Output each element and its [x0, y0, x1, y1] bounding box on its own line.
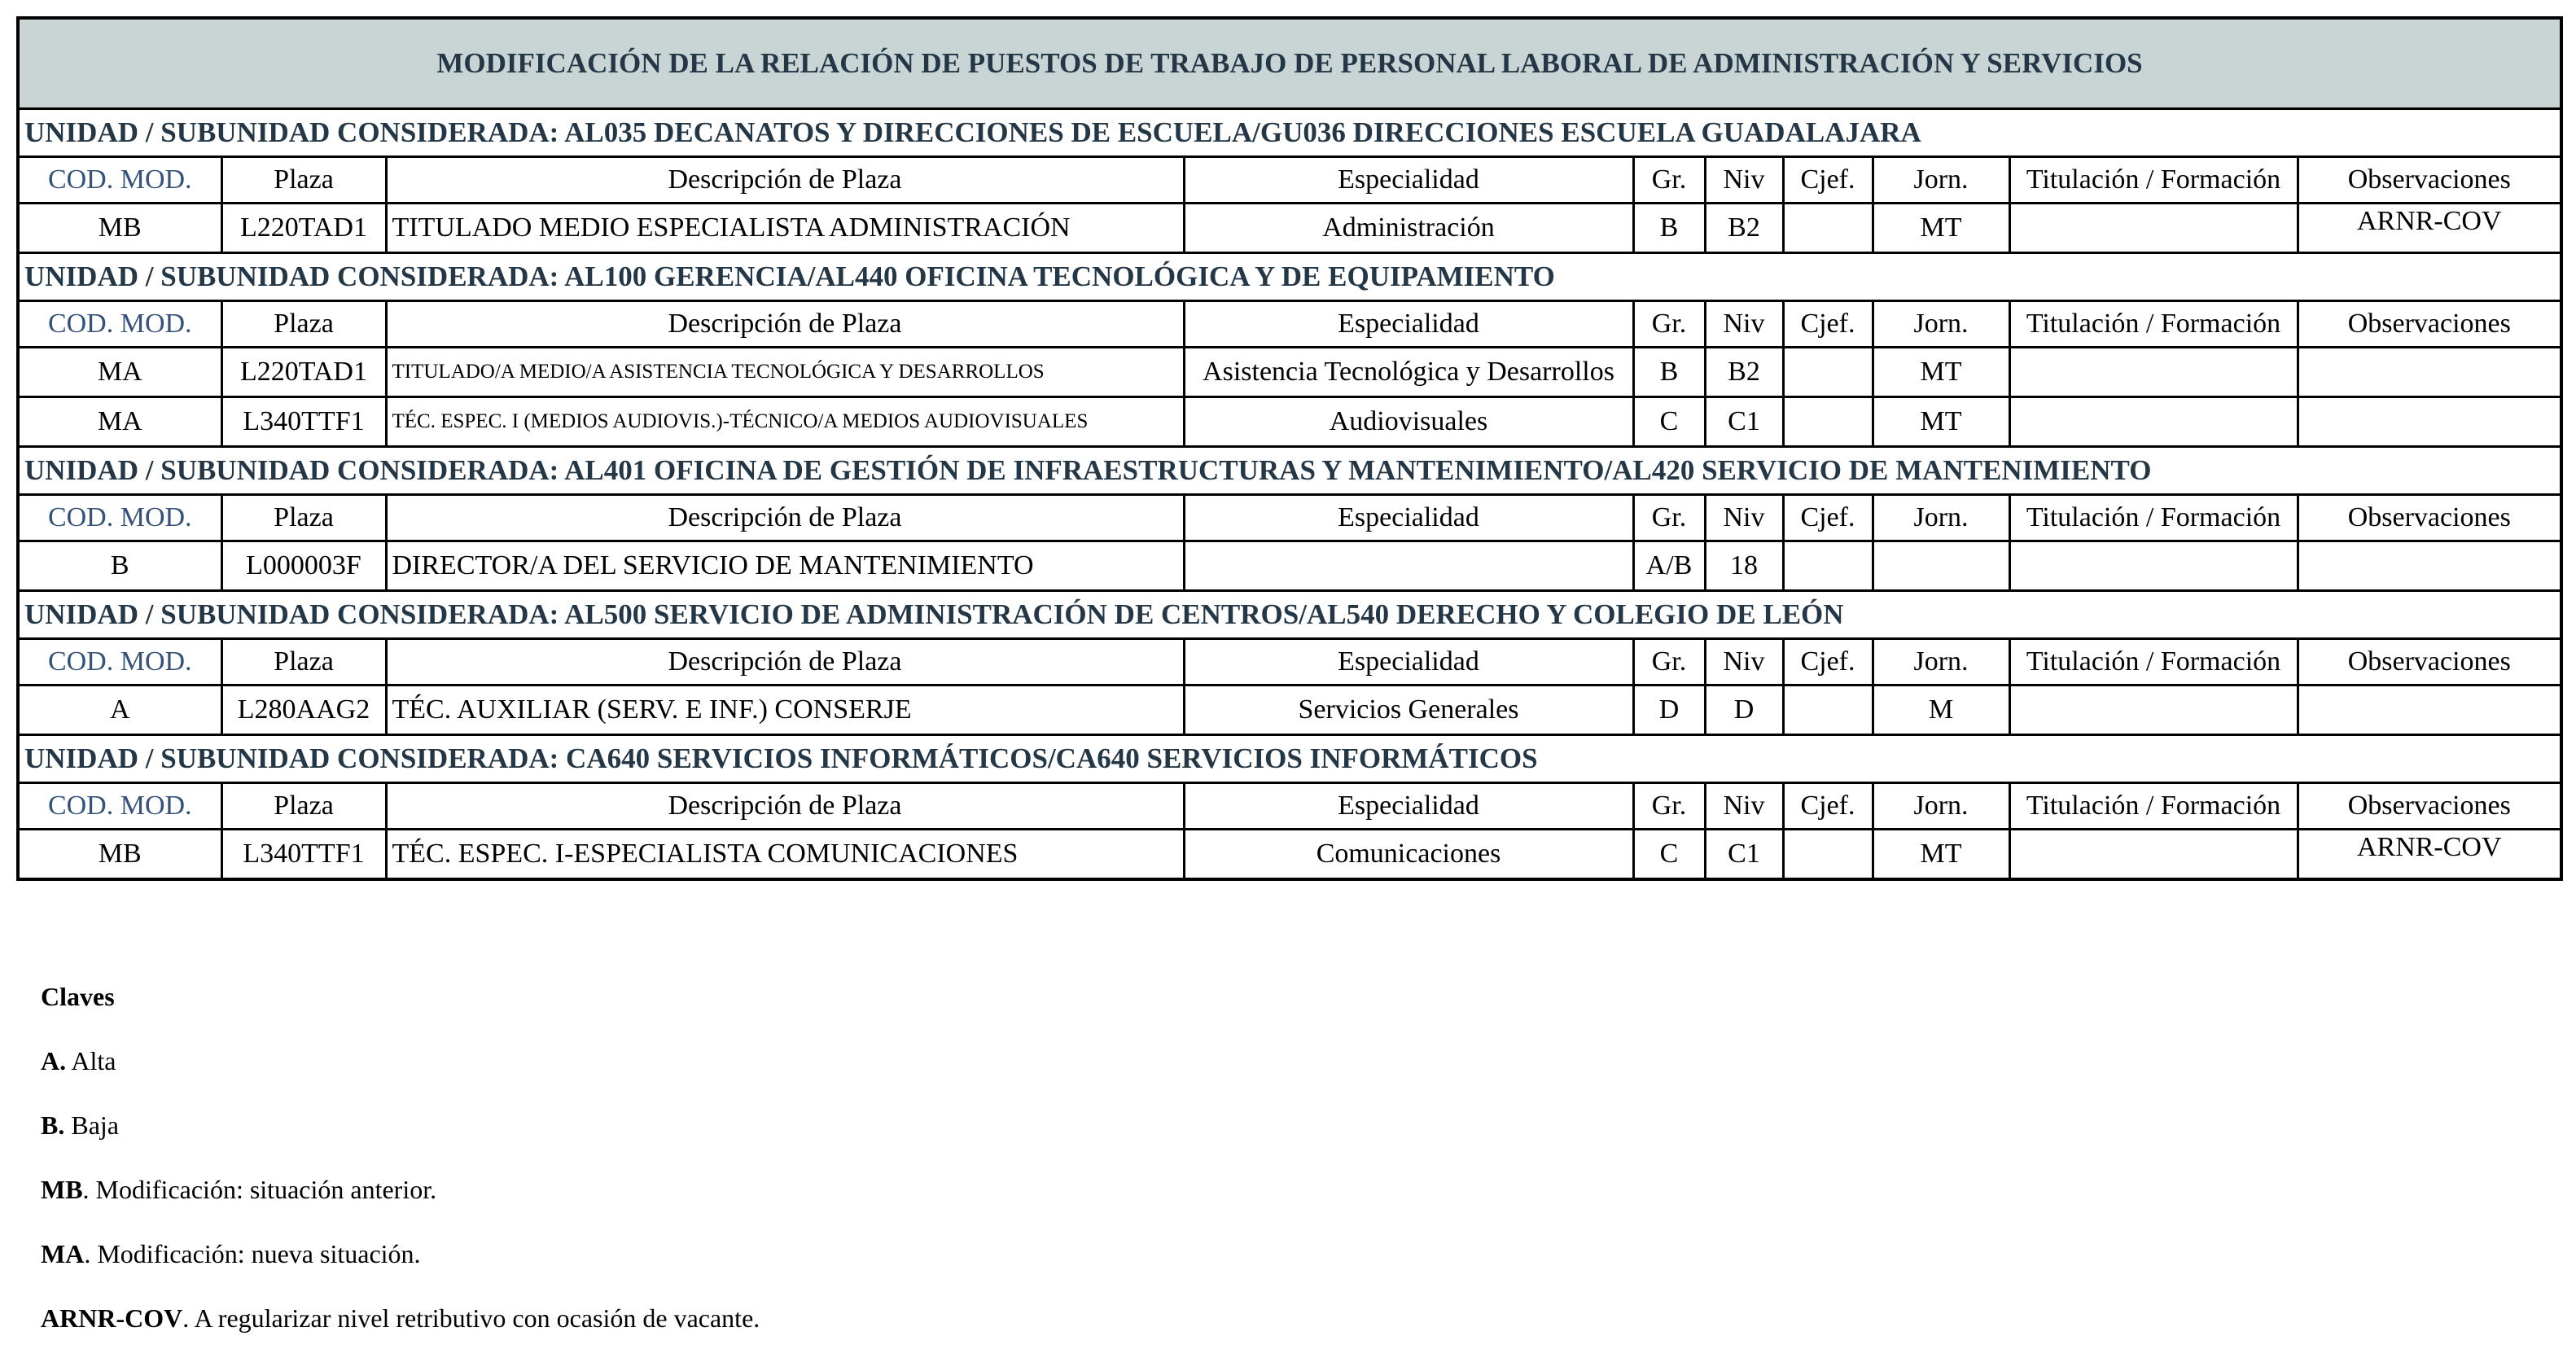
descripcion-cell: TÉC. ESPEC. I (MEDIOS AUDIOVIS.)-TÉCNICO/A MEDIOS AUDIOVISUALES	[386, 397, 1184, 447]
column-header: Descripción de Plaza	[386, 301, 1184, 348]
jornada-cell: MT	[1873, 830, 2009, 880]
column-header: Titulación / Formación	[2009, 495, 2298, 541]
nivel-cell: C1	[1705, 397, 1783, 447]
column-header: Observaciones	[2298, 639, 2561, 686]
especialidad-cell: Comunicaciones	[1184, 830, 1633, 880]
titulacion-cell	[2009, 830, 2298, 880]
clave-item	[41, 1046, 760, 1076]
clave-key: ARNR-COV	[41, 1303, 183, 1333]
column-header: COD. MOD.	[18, 301, 221, 348]
column-header: Niv	[1705, 301, 1783, 348]
clave-text: Alta	[66, 1046, 116, 1075]
column-header: Observaciones	[2298, 495, 2561, 541]
jornada-cell: M	[1873, 686, 2009, 735]
plaza-cell: L220TAD1	[221, 348, 386, 397]
column-header: Cjef.	[1783, 301, 1873, 348]
column-header: Jorn.	[1873, 157, 2009, 204]
column-header-row	[18, 495, 2561, 541]
column-header-row	[18, 301, 2561, 348]
column-header: COD. MOD.	[18, 157, 221, 204]
descripcion-cell: TÉC. AUXILIAR (SERV. E INF.) CONSERJE	[386, 686, 1184, 735]
titulacion-cell	[2009, 397, 2298, 447]
unit-heading: UNIDAD / SUBUNIDAD CONSIDERADA: AL035 DECANATOS Y DIRECCIONES DE ESCUELA/GU036 DIRECCIONES ESCUELA GUADALAJARA	[18, 109, 2561, 157]
cod-mod-cell: MB	[18, 830, 221, 880]
document	[16, 16, 2560, 1333]
clave-key: MB	[41, 1175, 83, 1204]
claves-title: Claves	[41, 982, 115, 1011]
table-row	[18, 830, 2561, 880]
column-header: Gr.	[1633, 301, 1705, 348]
jornada-cell	[1873, 541, 2009, 591]
column-header: Plaza	[221, 157, 386, 204]
cjef-cell	[1783, 541, 1873, 591]
especialidad-cell: Servicios Generales	[1184, 686, 1633, 735]
column-header: Gr.	[1633, 783, 1705, 830]
unit-heading: UNIDAD / SUBUNIDAD CONSIDERADA: AL500 SERVICIO DE ADMINISTRACIÓN DE CENTROS/AL540 DERECHO Y COLEGIO DE LEÓN	[18, 591, 2561, 639]
nivel-cell: 18	[1705, 541, 1783, 591]
claves-legend	[41, 982, 760, 1368]
cod-mod-cell: MB	[18, 204, 221, 253]
column-header: Especialidad	[1184, 639, 1633, 686]
especialidad-cell: Asistencia Tecnológica y Desarrollos	[1184, 348, 1633, 397]
plaza-cell: L340TTF1	[221, 830, 386, 880]
observaciones-cell	[2298, 348, 2561, 397]
column-header: Plaza	[221, 495, 386, 541]
plaza-cell: L220TAD1	[221, 204, 386, 253]
column-header: Niv	[1705, 157, 1783, 204]
clave-key: B.	[41, 1110, 65, 1140]
column-header: Gr.	[1633, 639, 1705, 686]
descripcion-cell: TITULADO/A MEDIO/A ASISTENCIA TECNOLÓGICA Y DESARROLLOS	[386, 348, 1184, 397]
column-header: Cjef.	[1783, 495, 1873, 541]
document-title: MODIFICACIÓN DE LA RELACIÓN DE PUESTOS DE TRABAJO DE PERSONAL LABORAL DE ADMINISTRACIÓN Y SERVICIOS	[18, 18, 2561, 109]
grupo-cell: C	[1633, 830, 1705, 880]
descripcion-cell: DIRECTOR/A DEL SERVICIO DE MANTENIMIENTO	[386, 541, 1184, 591]
column-header: Titulación / Formación	[2009, 301, 2298, 348]
clave-item	[41, 1110, 760, 1141]
column-header-row	[18, 639, 2561, 686]
clave-text: . Modificación: nueva situación.	[84, 1239, 421, 1268]
clave-item	[41, 1175, 760, 1205]
column-header: Descripción de Plaza	[386, 783, 1184, 830]
column-header: Plaza	[221, 301, 386, 348]
column-header: Titulación / Formación	[2009, 639, 2298, 686]
especialidad-cell: Administración	[1184, 204, 1633, 253]
rpt-table-body	[18, 18, 2561, 879]
column-header: Titulación / Formación	[2009, 157, 2298, 204]
column-header: Gr.	[1633, 157, 1705, 204]
cjef-cell	[1783, 204, 1873, 253]
column-header: Especialidad	[1184, 783, 1633, 830]
column-header: COD. MOD.	[18, 495, 221, 541]
column-header: Plaza	[221, 783, 386, 830]
clave-key: A.	[41, 1046, 67, 1075]
nivel-cell: D	[1705, 686, 1783, 735]
table-row	[18, 348, 2561, 397]
column-header: Jorn.	[1873, 495, 2009, 541]
table-row	[18, 541, 2561, 591]
clave-item	[41, 1239, 760, 1269]
column-header-row	[18, 157, 2561, 204]
unit-heading: UNIDAD / SUBUNIDAD CONSIDERADA: AL401 OFICINA DE GESTIÓN DE INFRAESTRUCTURAS Y MANTENIMIENTO/AL420 SERVICIO DE MANTENIMIENTO	[18, 447, 2561, 495]
column-header: Especialidad	[1184, 495, 1633, 541]
unit-heading: UNIDAD / SUBUNIDAD CONSIDERADA: AL100 GERENCIA/AL440 OFICINA TECNOLÓGICA Y DE EQUIPAMIENTO	[18, 253, 2561, 301]
cjef-cell	[1783, 686, 1873, 735]
observaciones-cell	[2298, 686, 2561, 735]
clave-key: MA	[41, 1239, 85, 1268]
table-row	[18, 204, 2561, 253]
clave-text: . Modificación: situación anterior.	[82, 1175, 437, 1204]
cod-mod-cell: B	[18, 541, 221, 591]
grupo-cell: B	[1633, 204, 1705, 253]
column-header: Cjef.	[1783, 783, 1873, 830]
jornada-cell: MT	[1873, 397, 2009, 447]
cod-mod-cell: MA	[18, 397, 221, 447]
jornada-cell: MT	[1873, 348, 2009, 397]
column-header: Niv	[1705, 495, 1783, 541]
titulacion-cell	[2009, 348, 2298, 397]
plaza-cell: L280AAG2	[221, 686, 386, 735]
column-header: Plaza	[221, 639, 386, 686]
cjef-cell	[1783, 830, 1873, 880]
jornada-cell: MT	[1873, 204, 2009, 253]
column-header: COD. MOD.	[18, 783, 221, 830]
clave-text: Baja	[64, 1110, 119, 1140]
table-row	[18, 686, 2561, 735]
plaza-cell: L000003F	[221, 541, 386, 591]
column-header: Jorn.	[1873, 783, 2009, 830]
column-header: Niv	[1705, 639, 1783, 686]
plaza-cell: L340TTF1	[221, 397, 386, 447]
column-header: Gr.	[1633, 495, 1705, 541]
grupo-cell: B	[1633, 348, 1705, 397]
clave-item	[41, 1303, 760, 1334]
column-header: Niv	[1705, 783, 1783, 830]
observaciones-cell: ARNR-COV	[2298, 204, 2561, 253]
cod-mod-cell: MA	[18, 348, 221, 397]
column-header-row	[18, 783, 2561, 830]
column-header: Observaciones	[2298, 157, 2561, 204]
column-header: Descripción de Plaza	[386, 639, 1184, 686]
observaciones-cell	[2298, 397, 2561, 447]
titulacion-cell	[2009, 541, 2298, 591]
grupo-cell: C	[1633, 397, 1705, 447]
column-header: Descripción de Plaza	[386, 157, 1184, 204]
cod-mod-cell: A	[18, 686, 221, 735]
descripcion-cell: TÉC. ESPEC. I-ESPECIALISTA COMUNICACIONES	[386, 830, 1184, 880]
unit-heading: UNIDAD / SUBUNIDAD CONSIDERADA: CA640 SERVICIOS INFORMÁTICOS/CA640 SERVICIOS INFORMÁTICOS	[18, 735, 2561, 783]
claves-items	[41, 1046, 760, 1334]
table-row	[18, 397, 2561, 447]
column-header: Jorn.	[1873, 301, 2009, 348]
titulacion-cell	[2009, 686, 2298, 735]
grupo-cell: D	[1633, 686, 1705, 735]
column-header: Jorn.	[1873, 639, 2009, 686]
column-header: Descripción de Plaza	[386, 495, 1184, 541]
grupo-cell: A/B	[1633, 541, 1705, 591]
column-header: Titulación / Formación	[2009, 783, 2298, 830]
column-header: Observaciones	[2298, 783, 2561, 830]
column-header: COD. MOD.	[18, 639, 221, 686]
observaciones-cell	[2298, 541, 2561, 591]
column-header: Cjef.	[1783, 157, 1873, 204]
nivel-cell: B2	[1705, 204, 1783, 253]
column-header: Cjef.	[1783, 639, 1873, 686]
column-header: Especialidad	[1184, 157, 1633, 204]
column-header: Observaciones	[2298, 301, 2561, 348]
titulacion-cell	[2009, 204, 2298, 253]
cjef-cell	[1783, 348, 1873, 397]
cjef-cell	[1783, 397, 1873, 447]
especialidad-cell: Audiovisuales	[1184, 397, 1633, 447]
especialidad-cell	[1184, 541, 1633, 591]
rpt-table	[16, 16, 2563, 881]
nivel-cell: B2	[1705, 348, 1783, 397]
nivel-cell: C1	[1705, 830, 1783, 880]
column-header: Especialidad	[1184, 301, 1633, 348]
descripcion-cell: TITULADO MEDIO ESPECIALISTA ADMINISTRACIÓN	[386, 204, 1184, 253]
clave-text: . A regularizar nivel retributivo con ocasión de vacante.	[182, 1303, 760, 1333]
observaciones-cell: ARNR-COV	[2298, 830, 2561, 880]
